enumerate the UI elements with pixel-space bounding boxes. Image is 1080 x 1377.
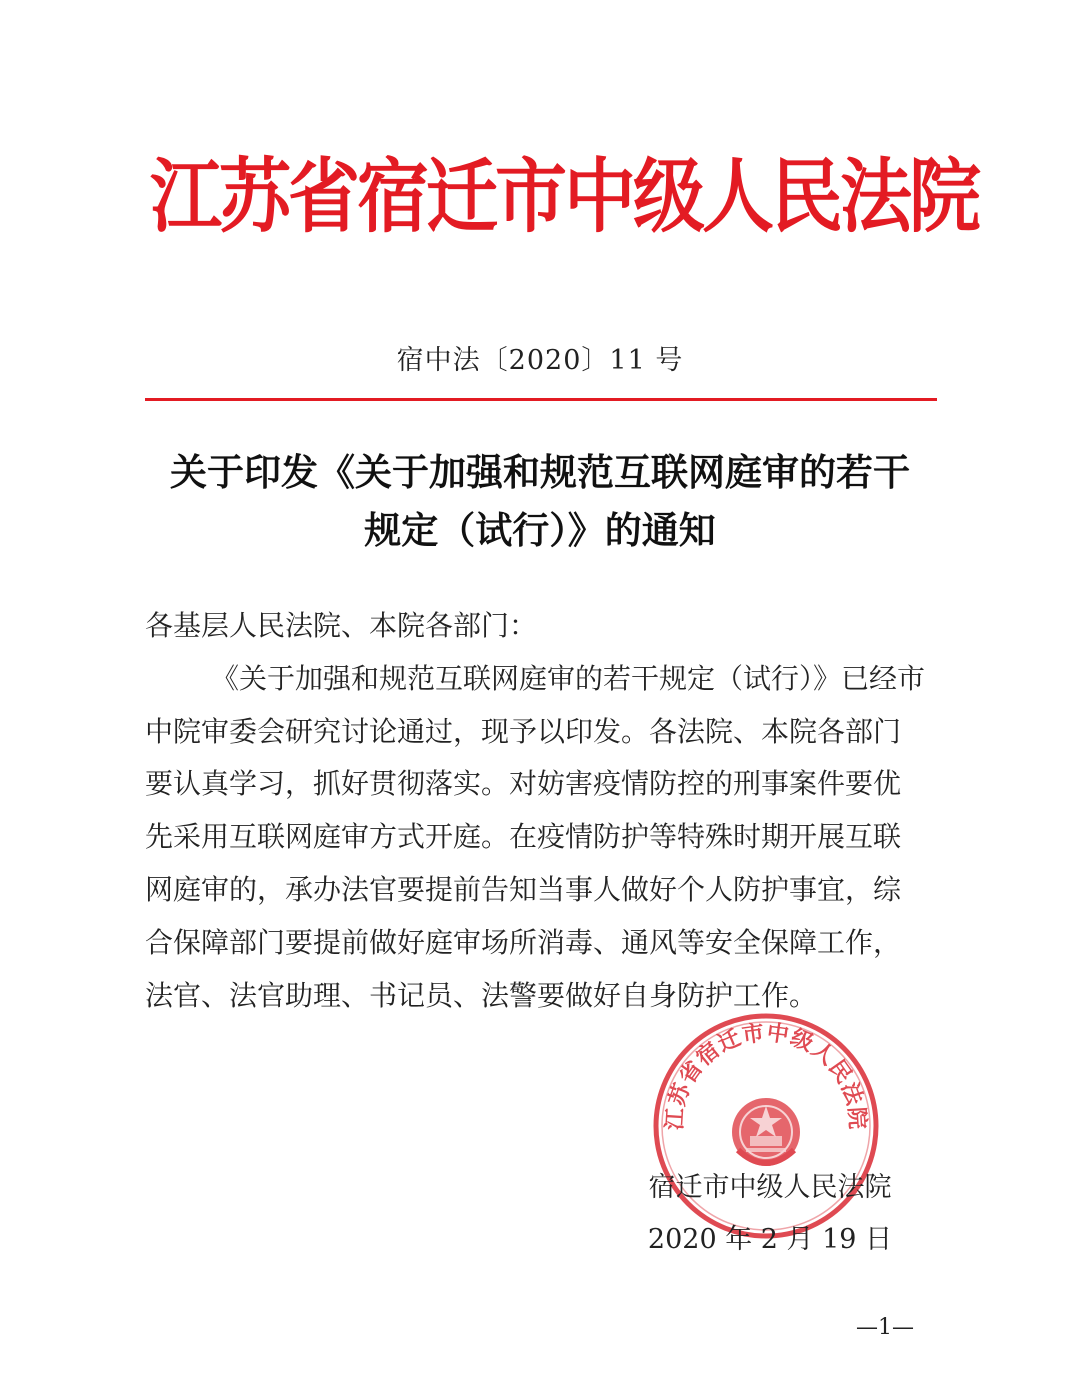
- document-title: [130, 443, 950, 559]
- body-line-5: 网庭审的，承办法官要提前告知当事人做好个人防护事宜，综: [145, 872, 902, 906]
- signature-org: 宿迁市中级人民法院: [648, 1172, 892, 1203]
- salutation: 各基层人民法院、本院各部门：: [145, 609, 538, 642]
- seal-text: 江苏省宿迁市中级人民法院: [662, 1020, 870, 1131]
- national-emblem-icon: [732, 1098, 800, 1166]
- red-divider-line: [145, 398, 937, 401]
- body-line-3: 要认真学习，抓好贯彻落实。对妨害疫情防控的刑事案件要优: [145, 767, 902, 801]
- document-body: [145, 600, 945, 1022]
- body-line-2: 中院审委会研究讨论通过，现予以印发。各法院、本院各部门: [145, 714, 902, 748]
- body-line-1: 《关于加强和规范互联网庭审的若干规定（试行）》已经市: [211, 661, 926, 695]
- document-title-line-2: 规定（试行）》的通知: [364, 508, 716, 552]
- body-line-4: 先采用互联网庭审方式开庭。在疫情防护等特殊时期开展互联: [145, 820, 902, 854]
- document-number: 宿中法〔2020〕11 号: [396, 345, 684, 376]
- body-line-7: 法官、法官助理、书记员、法警要做好自身防护工作。: [145, 978, 818, 1012]
- signature-date: 2020 年 2 月 19 日: [647, 1224, 893, 1255]
- document-title-line-1: 关于印发《关于加强和规范互联网庭审的若干: [170, 450, 910, 494]
- page-number: —1—: [856, 1315, 914, 1340]
- signature-block: [630, 1162, 910, 1266]
- issuing-authority-header: 江苏省宿迁市中级人民法院: [150, 149, 979, 244]
- body-line-6: 合保障部门要提前做好庭审场所消毒、通风等安全保障工作，: [145, 925, 902, 959]
